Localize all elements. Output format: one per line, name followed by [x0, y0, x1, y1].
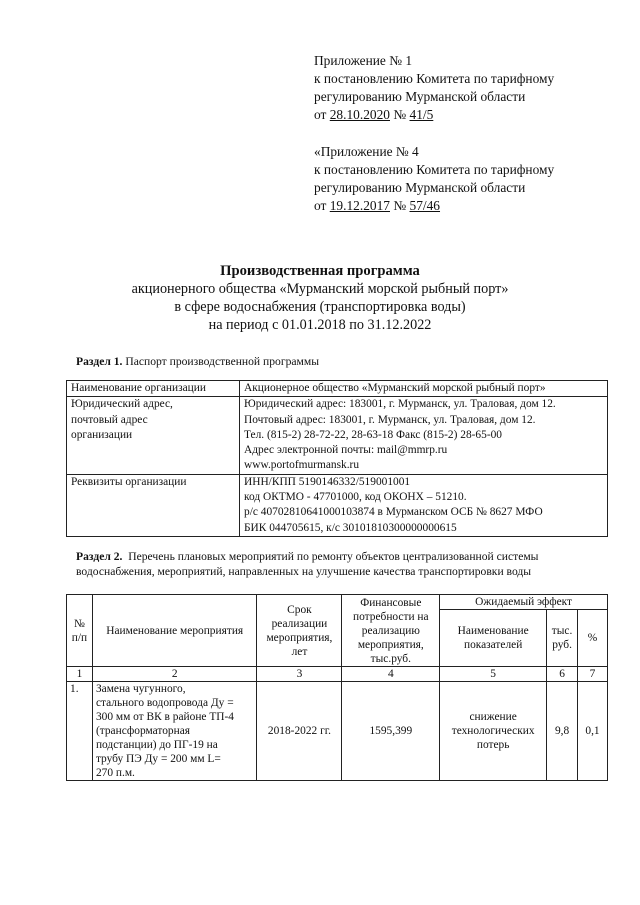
row-num: 1.	[67, 682, 93, 781]
row-term: 2018-2022 гг.	[257, 682, 342, 781]
section-1-heading: Раздел 1. Паспорт производственной программы	[76, 355, 319, 368]
passport-key-cell: Юридический адрес, почтовый адрес организации	[67, 397, 240, 474]
row-name: Замена чугунного, стального водопровода Ду = 300 мм от ВК в районе ТП-4 (трансформаторная подстанции) до ПГ-19 на трубу ПЭ Ду = 200 мм L= 270 п.м.	[92, 682, 257, 781]
row-indicator: снижение технологических потерь	[440, 682, 547, 781]
appendix-4-line: «Приложение № 4	[314, 144, 419, 159]
passport-value-cell: Акционерное общество «Мурманский морской рыбный порт»	[240, 381, 608, 397]
measures-table	[66, 594, 608, 781]
appendix-4-date-line: от 19.12.2017 № 57/46	[314, 198, 441, 213]
header-effect: Ожидаемый эффект	[440, 595, 608, 610]
header-indicator: Наименование показателей	[440, 610, 547, 667]
row-finance: 1595,399	[342, 682, 440, 781]
appendix-1-number: 41/5	[409, 107, 434, 122]
program-title-line: в сфере водоснабжения (транспортировка воды)	[174, 299, 466, 315]
row-thousand: 9,8	[547, 682, 578, 781]
passport-value-cell: ИНН/КПП 5190146332/519001001 код ОКТМО - 47701000, код ОКОНХ – 51210. р/с 40702810641000103874 в Мурманском ОСБ № 8627 МФО БИК 044705615, к/с 30101810300000000615	[240, 474, 608, 536]
passport-key-cell: Реквизиты организации	[67, 474, 240, 536]
table-row	[67, 474, 608, 536]
passport-key-cell: Наименование организации	[67, 381, 240, 397]
program-title-line: акционерного общества «Мурманский морской рыбный порт»	[131, 281, 509, 297]
header-finance: Финансовые потребности на реализацию мероприятия, тыс.руб.	[342, 595, 440, 667]
appendix-1-date-line: от 28.10.2020 № 41/5	[314, 107, 434, 122]
program-title	[0, 262, 640, 334]
program-title-main: Производственная программа	[220, 263, 420, 279]
passport-value-cell: Юридический адрес: 183001, г. Мурманск, ул. Траловая, дом 12. Почтовый адрес: 183001, г. Мурманск, ул. Траловая, дом 12. Тел. (815-2) 28-72-22, 28-63-18 Факс (815-2) 28-65-00 Адрес электронной почты: mail@mmrp.ru www.portofmurmansk.ru	[240, 397, 608, 474]
header-name: Наименование мероприятия	[92, 595, 257, 667]
header-num: № п/п	[67, 595, 93, 667]
appendix-4-date: 19.12.2017	[329, 198, 390, 213]
appendix-1-line: к постановлению Комитета по тарифному	[314, 71, 555, 86]
table-row	[67, 381, 608, 397]
table-row	[67, 682, 608, 781]
table-row	[67, 397, 608, 474]
program-title-period: на период с 01.01.2018 по 31.12.2022	[208, 317, 432, 333]
appendix-1-line: регулированию Мурманской области	[314, 89, 526, 104]
appendix-1-block	[314, 52, 554, 124]
appendix-4-line: к постановлению Комитета по тарифному	[314, 162, 555, 177]
section-2-heading: Раздел 2. Перечень плановых мероприятий по ремонту объектов централизованной системы водоснабжения, мероприятий, направленных на улучшение качества транспортировки воды	[76, 550, 539, 578]
appendix-4-number: 57/46	[409, 198, 441, 213]
header-percent: %	[578, 610, 608, 667]
appendix-1-date: 28.10.2020	[329, 107, 390, 122]
appendix-1-line: Приложение № 1	[314, 53, 413, 68]
appendix-4-line: регулированию Мурманской области	[314, 180, 526, 195]
column-index-row: 1 2 3 4 5 6 7	[67, 667, 608, 682]
passport-table	[66, 380, 608, 537]
header-thousand: тыс. руб.	[547, 610, 578, 667]
table-header-row	[67, 595, 608, 610]
appendix-4-block	[314, 143, 554, 215]
row-percent: 0,1	[578, 682, 608, 781]
header-term: Срок реализации мероприятия, лет	[257, 595, 342, 667]
